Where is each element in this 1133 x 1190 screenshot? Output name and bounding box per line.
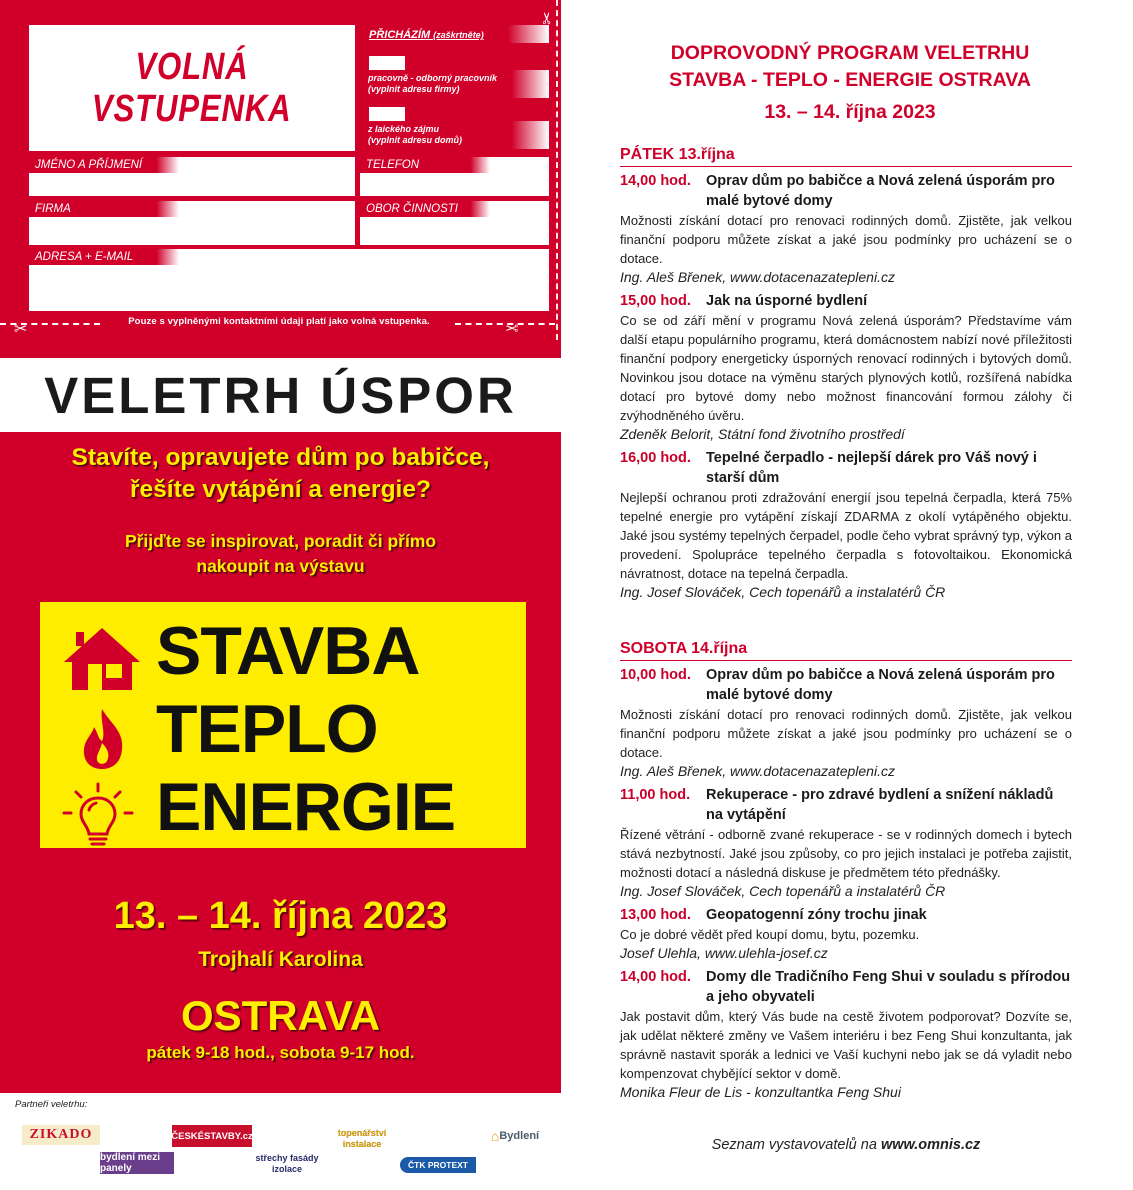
partner-logo-ctk-protext[interactable]: ČTK PROTEXT <box>400 1157 476 1173</box>
flame-icon <box>80 707 126 771</box>
talk-item <box>620 905 1072 963</box>
ticket-title <box>29 25 355 151</box>
scissors-icon: ✂ <box>14 321 28 338</box>
address-email-field[interactable] <box>29 249 549 311</box>
talk-author: Ing. Josef Slováček, Cech topenářů a instalatérů ČR <box>620 883 946 899</box>
fair-name-text: VELETRH ÚSPOR <box>44 366 517 424</box>
invite-line1: Přijďte se inspirovat, poradit či přímo <box>124 531 437 551</box>
partner-logo-topenarstvi[interactable] <box>328 1124 396 1154</box>
option-private-hint: (vyplnit adresu domů) <box>368 135 463 145</box>
question-text <box>0 442 561 506</box>
talk-time: 13,00 hod. <box>620 907 691 923</box>
partner-logo-bydleni-text: Bydlení <box>499 1130 540 1142</box>
partners-label: Partneři veletrhu: <box>15 1099 88 1110</box>
partner-logo-bydleni[interactable]: ⌂ Bydlení <box>490 1128 540 1144</box>
event-venue: Trojhalí Karolina <box>198 948 363 971</box>
talk-time: 15,00 hod. <box>620 293 691 309</box>
phone-field[interactable] <box>360 157 549 196</box>
field-of-work-label: OBOR ČINNOSTI <box>360 201 490 217</box>
talk-time: 14,00 hod. <box>620 969 691 985</box>
talk-title: Rekuperace - pro zdravé bydlení a snížení nákladů na vytápění <box>706 787 1054 823</box>
arrival-label: PŘICHÁZÍM <box>369 29 431 41</box>
scissors-icon: ✂ <box>539 11 557 25</box>
company-field-label: FIRMA <box>29 201 179 217</box>
option-professional-label: pracovně - odborný pracovník <box>368 73 498 83</box>
house-icon <box>62 624 142 694</box>
option-professional <box>363 70 549 98</box>
checkbox-professional[interactable] <box>369 56 405 71</box>
exhibitors-prefix: Seznam vystavovatelů na <box>711 1137 877 1153</box>
arrival-hint: (zaškrtněte) <box>433 30 484 40</box>
talk-author: Monika Fleur de Lis - konzultantka Feng Shui <box>620 1084 901 1100</box>
name-field[interactable] <box>29 157 355 196</box>
talk-title: Geopatogenní zóny trochu jinak <box>706 907 927 923</box>
talk-title: Oprav dům po babičce a Nová zelená úsporám pro malé bytové domy <box>706 667 1055 703</box>
talk-description: Nejlepší ochranou proti zdražování energií jsou tepelná čerpadla, která 75% tepelné energie pro vytápění získají ZDARMA z okolí vytápěného objektu. Jaké jsou systémy tepelných čerpadel, podle čeho vybrat správný typ, výkon a provedení. Spolupráce tepelného čerpadla s fotovoltaikou. Ekonomická návratnost, dotace na tepelná čerpadla. <box>620 490 1072 581</box>
logo-word-energie: ENERGIE <box>156 769 456 845</box>
talk-item <box>620 785 1072 901</box>
day-title: PÁTEK 13.října <box>620 146 1072 167</box>
talk-description: Jak postavit dům, který Vás bude na cestě životem podporovat? Dozvíte se, jak udělat některé změny ve Vašem interiéru i bez Feng Shui konzultanta, jak správně nastavit sporák a lednici ve Vaší kuchyni nebo jak se dá vyladit nebo kompenzovat chybějící sektor v domě. <box>620 1009 1072 1081</box>
phone-field-label: TELEFON <box>360 157 490 173</box>
logo-word-teplo: TEPLO <box>156 691 378 767</box>
cut-line-vertical <box>556 0 558 340</box>
talk-description: Možnosti získání dotací pro renovaci rodinných domů. Zjistěte, jak velkou finanční podporu můžete získat a jaké jsou podmínky pro ucházení se o dotace. <box>620 707 1072 760</box>
partner-logo-strechy[interactable]: střechy fasády izolace <box>255 1153 319 1174</box>
talk-item <box>620 291 1072 444</box>
lightbulb-icon <box>62 782 134 848</box>
fair-poster <box>0 432 561 1093</box>
program-day-saturday <box>620 640 1072 1102</box>
talk-time: 10,00 hod. <box>620 667 691 683</box>
talk-title: Tepelné čerpadlo - nejlepší dárek pro Váš nový i starší dům <box>706 450 1037 486</box>
talk-description: Řízené větrání - odborně zvané rekuperace - se v rodinných domech i bytech stává nezbytností. Jaké jsou způsoby, co pro jejich instalaci je potřeba zajistit, možnosti dotací a následná diskuse je předmětem této přednášky. <box>620 827 1072 880</box>
talk-description: Co se od září mění v programu Nová zelená úsporám? Představíme vám další etapu populárního programu, která domácnostem nabízí nové příležitosti finanční podpory energeticky úsporných renovací rodinných i bytových domů. Novinkou jsou dotace na výměnu starých plynových kotlů, rozšířená nabídka dotací pro bytové domy nebo možnost financování formou zálohy či zvýhodněného úvěru. <box>620 313 1072 423</box>
event-city: OSTRAVA <box>180 992 381 1039</box>
invite-text <box>0 529 561 579</box>
name-field-label: JMÉNO A PŘÍJMENÍ <box>29 157 179 173</box>
address-email-label: ADRESA + E-MAIL <box>29 249 179 265</box>
talk-time: 16,00 hod. <box>620 450 691 466</box>
scissors-icon: ✂ <box>505 321 519 338</box>
talk-author: Ing. Aleš Břenek, www.dotacenazatepleni.cz <box>620 763 895 779</box>
event-logo <box>40 602 526 848</box>
free-ticket <box>0 0 561 358</box>
company-field[interactable] <box>29 201 355 245</box>
arrival-heading <box>363 25 549 43</box>
talk-item <box>620 448 1072 602</box>
program-heading-line3: 13. – 14. října 2023 <box>764 101 936 123</box>
program-day-friday <box>620 146 1072 602</box>
exhibitors-link[interactable]: www.omnis.cz <box>880 1137 981 1153</box>
talk-time: 11,00 hod. <box>620 787 691 803</box>
day-title: SOBOTA 14.října <box>620 640 1072 661</box>
option-private-label: z laického zájmu <box>368 124 440 134</box>
exhibitors-note <box>620 1137 1072 1153</box>
partner-logo-bydleni-mezi-panely[interactable]: bydlení mezi panely <box>100 1152 174 1174</box>
talk-title: Domy dle Tradičního Feng Shui v souladu s přírodou a jeho obyvateli <box>706 969 1071 1005</box>
ticket-title-line1: VOLNÁ <box>135 46 249 88</box>
program-heading-line1: DOPROVODNÝ PROGRAM VELETRHU <box>670 42 1030 64</box>
field-of-work-field[interactable] <box>360 201 549 245</box>
ticket-title-line2: VSTUPENKA <box>92 88 292 130</box>
fair-name <box>0 358 561 432</box>
talk-time: 14,00 hod. <box>620 173 691 189</box>
invite-line2: nakoupit na výstavu <box>196 556 365 576</box>
event-dates: 13. – 14. října 2023 <box>113 895 448 937</box>
talk-item <box>620 665 1072 781</box>
checkbox-private[interactable] <box>369 107 405 122</box>
talk-title: Jak na úsporné bydlení <box>706 293 868 309</box>
option-professional-hint: (vyplnit adresu firmy) <box>368 84 460 94</box>
partner-logo-ceskestavby[interactable]: ČESKÉSTAVBY.cz <box>172 1125 252 1147</box>
talk-item <box>620 171 1072 287</box>
question-line2: řešíte vytápění a energie? <box>130 476 431 503</box>
option-private <box>363 121 549 149</box>
talk-description: Co je dobré vědět před koupí domu, bytu, pozemku. <box>620 927 920 942</box>
talk-author: Zdeněk Belorit, Státní fond životního prostředí <box>620 426 905 442</box>
talk-item <box>620 967 1072 1102</box>
talk-title: Oprav dům po babičce a Nová zelená úsporám pro malé bytové domy <box>706 173 1055 209</box>
program-heading-line2: STAVBA - TEPLO - ENERGIE OSTRAVA <box>669 69 1031 91</box>
opening-hours: pátek 9-18 hod., sobota 9-17 hod. <box>146 1043 415 1062</box>
partner-logo-zikado[interactable]: ZIKADO <box>22 1125 100 1145</box>
talk-author: Ing. Aleš Břenek, www.dotacenazatepleni.cz <box>620 269 895 285</box>
partner-logo-topenarstvi-text: topenářství instalace <box>337 1128 387 1149</box>
talk-author: Josef Ulehla, www.ulehla-josef.cz <box>620 945 828 961</box>
logo-word-stavba: STAVBA <box>156 613 420 689</box>
question-line1: Stavíte, opravujete dům po babičce, <box>71 444 490 471</box>
talk-author: Ing. Josef Slováček, Cech topenářů a instalatérů ČR <box>620 584 946 600</box>
talk-description: Možnosti získání dotací pro renovaci rodinných domů. Zjistěte, jak velkou finanční podporu můžete získat a jaké jsou podmínky pro ucházení se o dotace. <box>620 213 1072 266</box>
cut-note: Pouze s vyplněnými kontaktními údaji platí jako volná vstupenka. <box>128 316 430 327</box>
